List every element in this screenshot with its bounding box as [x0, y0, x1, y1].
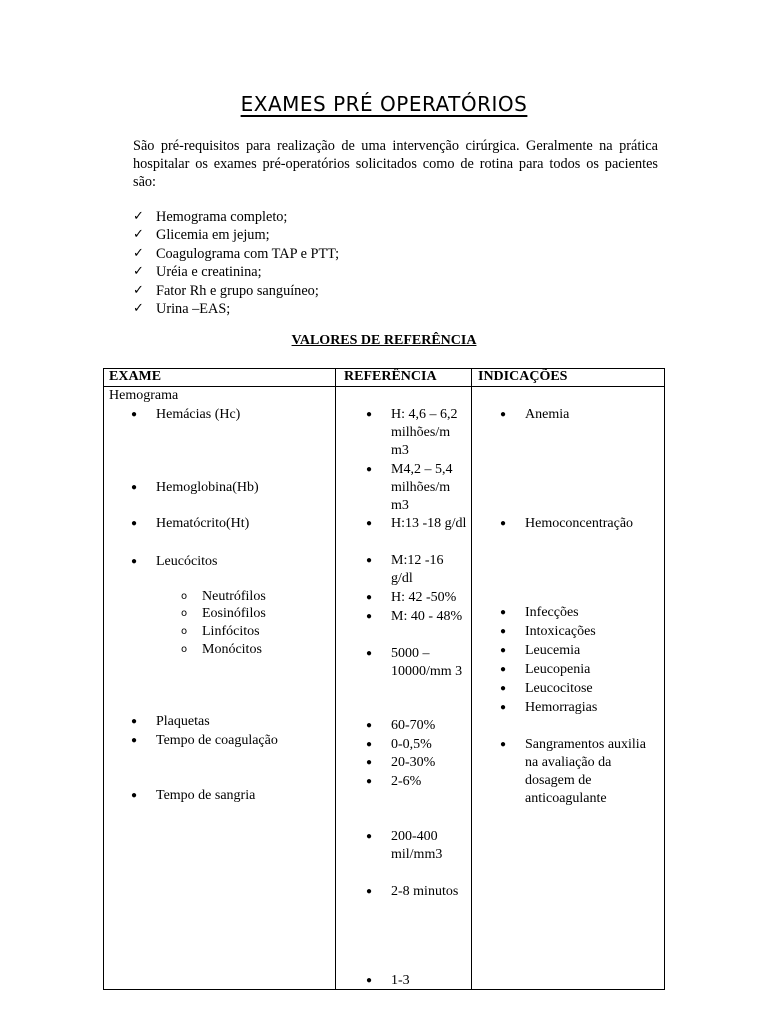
bullet-icon: ●: [366, 757, 373, 768]
document-title: EXAMES PRÉ OPERATÓRIOS: [240, 92, 528, 116]
leukocyte-item: Neutrófilos: [202, 589, 266, 604]
reference-table: [103, 368, 665, 990]
reference-value: 0-0,5%: [391, 737, 432, 752]
circle-bullet-icon: o: [181, 591, 188, 602]
list-item: ✓ Urina –EAS;: [133, 301, 231, 318]
bullet-icon: ●: [131, 409, 138, 420]
indication-item: Sangramentos auxilia na avaliação da dosagem de anticoagulante: [525, 737, 646, 806]
exam-item: Tempo de coagulação: [156, 733, 278, 748]
indication-item: Infecções: [525, 605, 579, 620]
check-icon: ✓: [133, 301, 144, 317]
reference-value: M:12 -16 g/dl: [391, 553, 444, 586]
indication-item: Leucocitose: [525, 681, 593, 696]
bullet-icon: ●: [500, 607, 507, 618]
indication-item: Anemia: [525, 407, 570, 422]
bullet-icon: ●: [500, 702, 507, 713]
check-icon: ✓: [133, 209, 144, 224]
bullet-icon: ●: [131, 556, 138, 567]
check-icon: ✓: [133, 245, 144, 261]
indication-item: Hemorragias: [525, 700, 598, 715]
bullet-icon: ●: [131, 482, 138, 493]
bullet-icon: ●: [366, 409, 373, 420]
exam-item: Tempo de sangria: [156, 788, 256, 803]
indication-item: Intoxicações: [525, 624, 596, 639]
reference-value: 200-400 mil/mm3: [391, 829, 443, 862]
reference-value: H:13 -18 g/dl: [391, 516, 467, 531]
exam-group-label: Hemograma: [109, 388, 179, 403]
bullet-icon: ●: [366, 518, 373, 529]
bullet-icon: ●: [131, 518, 138, 529]
list-item: ✓ Uréia e creatinina;: [133, 264, 262, 281]
bullet-icon: ●: [366, 592, 373, 603]
circle-bullet-icon: o: [181, 608, 188, 619]
bullet-icon: ●: [500, 683, 507, 694]
check-icon: ✓: [133, 264, 144, 280]
bullet-icon: ●: [131, 790, 138, 801]
column-header-indicacoes: INDICAÇÕES: [478, 369, 568, 384]
exam-checklist: [133, 208, 339, 318]
bullet-icon: ●: [500, 739, 507, 750]
reference-value: 5000 – 10000/mm 3: [391, 646, 463, 679]
bullet-icon: ●: [366, 648, 373, 659]
column-header-referencia: REFERÊNCIA: [344, 369, 437, 384]
indication-item: Leucemia: [525, 643, 581, 658]
bullet-icon: ●: [366, 720, 373, 731]
bullet-icon: ●: [500, 645, 507, 656]
exam-item: Hemácias (Hc): [156, 407, 241, 422]
exam-item: Plaquetas: [156, 714, 210, 729]
reference-value: M: 40 - 48%: [391, 609, 463, 624]
bullet-icon: ●: [366, 776, 373, 787]
list-item: ✓ Hemograma completo;: [133, 209, 288, 225]
exam-item: Leucócitos: [156, 554, 218, 569]
column-header-exame: EXAME: [109, 369, 162, 384]
section-subtitle: VALORES DE REFERÊNCIA: [291, 333, 477, 348]
check-icon: ✓: [133, 227, 144, 243]
table-header-divider: [103, 386, 665, 387]
leukocyte-item: Eosinófilos: [202, 606, 266, 621]
list-item: ✓ Fator Rh e grupo sanguíneo;: [133, 282, 319, 299]
list-item: ✓ Glicemia em jejum;: [133, 227, 270, 244]
reference-value: H: 42 -50%: [391, 590, 457, 605]
indication-item: Leucopenia: [525, 662, 591, 677]
exam-item: Hemoglobina(Hb): [156, 480, 259, 495]
bullet-icon: ●: [366, 831, 373, 842]
reference-value: 2-6%: [391, 774, 422, 789]
circle-bullet-icon: o: [181, 626, 188, 637]
bullet-icon: ●: [366, 555, 373, 566]
reference-value: 1-3: [391, 973, 410, 988]
reference-value: M4,2 – 5,4 milhões/m m3: [391, 462, 453, 513]
bullet-icon: ●: [366, 739, 373, 750]
reference-value: 2-8 minutos: [391, 884, 459, 899]
bullet-icon: ●: [500, 409, 507, 420]
reference-value: 20-30%: [391, 755, 436, 770]
bullet-icon: ●: [131, 716, 138, 727]
reference-value: 60-70%: [391, 718, 436, 733]
exam-item: Hematócrito(Ht): [156, 516, 250, 531]
bullet-icon: ●: [366, 886, 373, 897]
bullet-icon: ●: [366, 464, 373, 475]
list-item: ✓ Coagulograma com TAP e PTT;: [133, 245, 340, 262]
indication-item: Hemoconcentração: [525, 516, 634, 531]
table-divider: [471, 368, 472, 990]
table-divider: [335, 368, 336, 990]
bullet-icon: ●: [366, 611, 373, 622]
reference-value: H: 4,6 – 6,2 milhões/m m3: [391, 407, 458, 458]
bullet-icon: ●: [500, 518, 507, 529]
intro-paragraph: São pré-requisitos para realização de uma intervenção cirúrgica. Geralmente na prática hospitalar os exames pré-operatórios solicitados como de rotina para todos os pacientes são:: [133, 138, 658, 190]
circle-bullet-icon: o: [181, 644, 188, 655]
leukocyte-item: Monócitos: [202, 642, 262, 657]
bullet-icon: ●: [366, 975, 373, 986]
bullet-icon: ●: [131, 735, 138, 746]
check-icon: ✓: [133, 282, 144, 298]
leukocyte-item: Linfócitos: [202, 624, 260, 639]
bullet-icon: ●: [500, 664, 507, 675]
bullet-icon: ●: [500, 626, 507, 637]
